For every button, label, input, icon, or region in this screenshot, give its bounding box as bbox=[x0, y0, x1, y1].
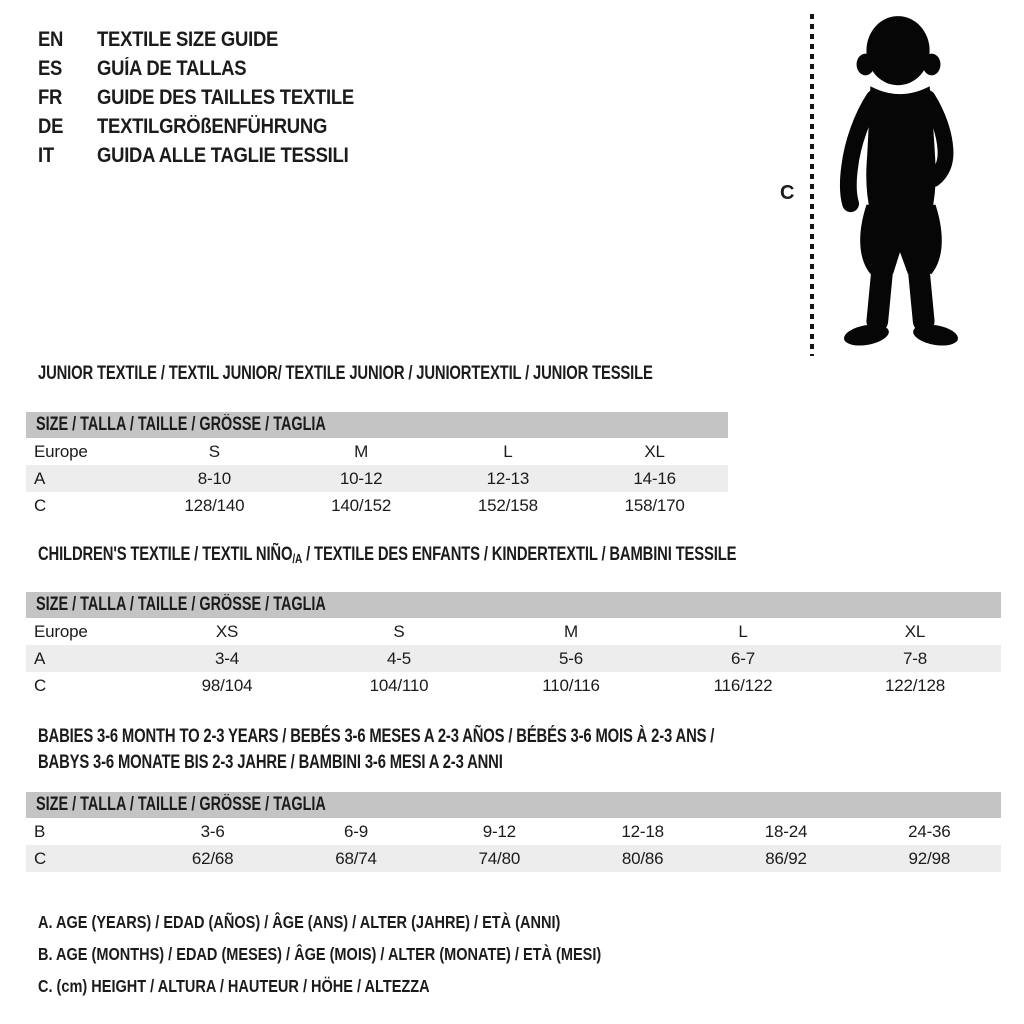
language-code: DE bbox=[38, 115, 64, 138]
children-size-table bbox=[26, 592, 1001, 699]
age-cell: 12-13 bbox=[486, 468, 530, 488]
legend-line-a-text: A. AGE (YEARS) / EDAD (AÑOS) / ÂGE (ANS) / ALTER (JAHRE) / ETÀ (ANNI) bbox=[38, 911, 561, 932]
age-months-row bbox=[26, 818, 1001, 845]
table-header-bar bbox=[26, 792, 1001, 818]
language-code: IT bbox=[38, 144, 54, 167]
height-cell: 86/92 bbox=[765, 848, 807, 868]
age-years-row bbox=[26, 465, 728, 492]
size-cell: L bbox=[503, 441, 513, 461]
age-cell: 14-16 bbox=[633, 468, 676, 488]
height-cell: 98/104 bbox=[201, 675, 253, 695]
age-cell: 7-8 bbox=[903, 648, 927, 668]
height-cell: 122/128 bbox=[884, 675, 946, 695]
language-row bbox=[38, 86, 389, 115]
legend-line-height-cm bbox=[38, 970, 717, 1002]
size-header-label: SIZE / TALLA / TAILLE / GRÖSSE / TAGLIA bbox=[36, 594, 326, 615]
height-cell: 116/122 bbox=[713, 675, 773, 695]
babies-size-table bbox=[26, 792, 1001, 872]
junior-heading-text: JUNIOR TEXTILE / TEXTIL JUNIOR/ TEXTILE JUNIOR / JUNIORTEXTIL / JUNIOR TESSILE bbox=[38, 363, 653, 384]
legend bbox=[38, 906, 717, 1002]
row-label: C bbox=[34, 848, 47, 868]
legend-line-c-text: C. (cm) HEIGHT / ALTURA / HAUTEUR / HÖHE / ALTEZZA bbox=[38, 975, 430, 996]
row-label: Europe bbox=[34, 621, 88, 641]
toddler-silhouette bbox=[821, 6, 979, 358]
junior-section-heading bbox=[38, 363, 826, 385]
age-cell: 3-6 bbox=[200, 821, 225, 841]
size-header-label: SIZE / TALLA / TAILLE / GRÖSSE / TAGLIA bbox=[36, 414, 326, 435]
children-heading-suffix: / TEXTILE DES ENFANTS / KINDERTEXTIL / BAMBINI TESSILE bbox=[302, 544, 737, 565]
size-header-label: SIZE / TALLA / TAILLE / GRÖSSE / TAGLIA bbox=[36, 794, 326, 815]
size-cell: XL bbox=[904, 621, 926, 641]
babies-heading-line1: BABIES 3-6 MONTH TO 2-3 YEARS / BEBÉS 3-6 MESES A 2-3 AÑOS / BÉBÉS 3-6 MOIS À 2-3 ANS / bbox=[38, 726, 715, 747]
age-cell: 24-36 bbox=[908, 821, 951, 841]
language-code: ES bbox=[38, 57, 63, 80]
height-cell: 74/80 bbox=[478, 848, 521, 868]
height-cell: 92/98 bbox=[908, 848, 951, 868]
language-title: TEXTILGRÖßENFÜHRUNG bbox=[97, 115, 328, 138]
size-cell: L bbox=[738, 621, 748, 641]
age-cell: 9-12 bbox=[482, 821, 516, 841]
size-label-row bbox=[26, 618, 1001, 645]
language-row bbox=[38, 28, 389, 57]
legend-line-age-months bbox=[38, 938, 717, 970]
height-cell: 110/116 bbox=[542, 675, 600, 695]
language-row bbox=[38, 57, 389, 86]
size-cell: S bbox=[208, 441, 220, 461]
height-cell: 140/152 bbox=[331, 495, 392, 515]
size-cell: M bbox=[564, 621, 578, 641]
size-cell: XS bbox=[215, 621, 239, 641]
height-cell: 152/158 bbox=[477, 495, 538, 515]
row-label: B bbox=[34, 821, 46, 841]
age-cell: 4-5 bbox=[387, 648, 411, 668]
age-cell: 5-6 bbox=[559, 648, 583, 668]
babies-heading-line2: BABYS 3-6 MONATE BIS 2-3 JAHRE / BAMBINI 3-6 MESI A 2-3 ANNI bbox=[38, 752, 503, 773]
row-label: C bbox=[34, 495, 47, 515]
row-label: A bbox=[34, 648, 46, 668]
legend-line-age-years bbox=[38, 906, 717, 938]
junior-size-table bbox=[26, 412, 728, 519]
table-header-bar bbox=[26, 412, 728, 438]
age-cell: 8-10 bbox=[197, 468, 231, 488]
height-cell: 80/86 bbox=[621, 848, 664, 868]
height-cell: 104/110 bbox=[369, 675, 429, 695]
children-section-heading bbox=[38, 544, 933, 566]
language-row bbox=[38, 115, 389, 144]
row-label: Europe bbox=[34, 441, 88, 461]
height-cell: 68/74 bbox=[335, 848, 377, 868]
language-title: TEXTILE SIZE GUIDE bbox=[97, 28, 279, 51]
height-cell: 62/68 bbox=[191, 848, 234, 868]
language-title: GUIDE DES TAILLES TEXTILE bbox=[97, 86, 354, 109]
size-cell: XL bbox=[644, 441, 665, 461]
age-cell: 12-18 bbox=[621, 821, 664, 841]
legend-line-b-text: B. AGE (MONTHS) / EDAD (MESES) / ÂGE (MOIS) / ALTER (MONATE) / ETÀ (MESI) bbox=[38, 943, 602, 964]
height-cell: 158/170 bbox=[624, 495, 685, 515]
age-years-row bbox=[26, 645, 1001, 672]
children-heading-subscript: /A bbox=[292, 551, 303, 566]
language-title: GUIDA ALLE TAGLIE TESSILI bbox=[97, 144, 349, 167]
size-label-row bbox=[26, 438, 728, 465]
language-title: GUÍA DE TALLAS bbox=[97, 57, 247, 80]
row-label: C bbox=[34, 675, 47, 695]
babies-section-heading bbox=[38, 726, 905, 778]
size-cell: M bbox=[354, 441, 369, 461]
age-cell: 18-24 bbox=[764, 821, 808, 841]
language-title-list bbox=[38, 28, 389, 173]
language-row bbox=[38, 144, 389, 173]
age-cell: 6-7 bbox=[731, 648, 755, 668]
age-cell: 6-9 bbox=[344, 821, 368, 841]
size-cell: S bbox=[393, 621, 405, 641]
age-cell: 3-4 bbox=[215, 648, 239, 668]
height-cell: 128/140 bbox=[184, 495, 245, 515]
height-cm-row bbox=[26, 672, 1001, 699]
measure-label-c: C bbox=[780, 182, 795, 204]
children-heading-prefix: CHILDREN'S TEXTILE / TEXTIL NIÑO bbox=[38, 544, 293, 565]
language-code: FR bbox=[38, 86, 63, 109]
row-label: A bbox=[34, 468, 46, 488]
height-measure-dotted-line bbox=[810, 14, 814, 356]
language-code: EN bbox=[38, 28, 64, 51]
age-cell: 10-12 bbox=[339, 468, 383, 488]
table-header-bar bbox=[26, 592, 1001, 618]
height-cm-row bbox=[26, 492, 728, 519]
height-cm-row bbox=[26, 845, 1001, 872]
